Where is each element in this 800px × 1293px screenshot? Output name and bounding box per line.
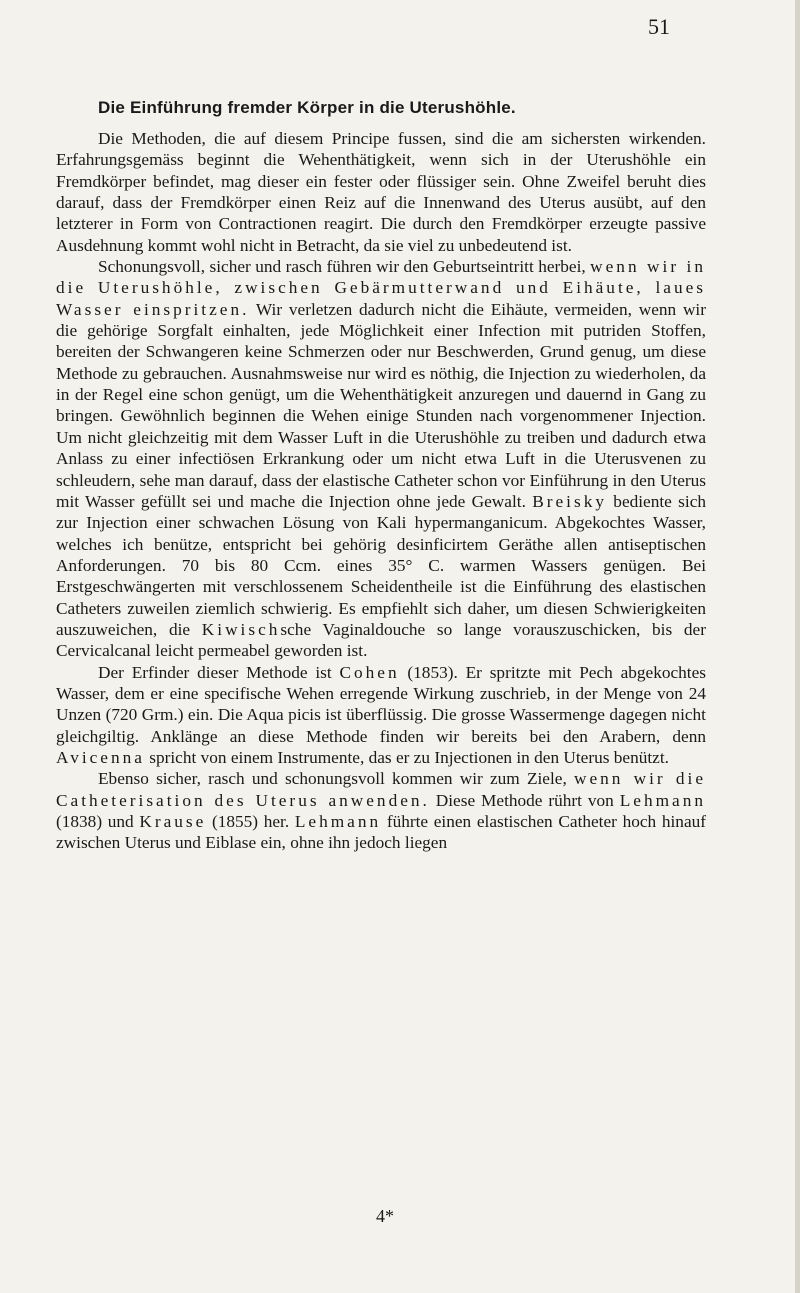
- author-name-avicenna: Avicenna: [56, 747, 145, 767]
- author-name-lehmann: Lehmann: [619, 790, 706, 810]
- paragraph-4-year-2: (1855) her.: [206, 812, 295, 831]
- paragraph-4-body: Diese Methode rührt von: [429, 790, 620, 810]
- paragraph-2-emphasis: wenn wir in die Uterushöhle, zwischen Gebärmutterwand und Eihäute, laues Wasser einspritzen.: [56, 257, 706, 319]
- section-heading: Die Einführung fremder Körper in die Uterushöhle.: [98, 98, 516, 117]
- page-number: 51: [648, 14, 670, 39]
- author-name-cohen: Cohen: [339, 662, 400, 682]
- paragraph-2: [56, 256, 706, 662]
- paragraph-3: [56, 662, 706, 769]
- paragraph-2-end: sche Vaginaldouche so lange vorauszuschicken, bis der Cervicalcanal leicht permeabel geworden ist.: [56, 619, 706, 661]
- paragraph-4-end: führte einen elastischen Catheter hoch hinauf zwischen Uterus und Eiblase ein, ohne ihn jedoch liegen: [56, 812, 707, 853]
- author-name-krause: Krause: [139, 812, 207, 831]
- paragraph-2-intro: Schonungsvoll, sicher und rasch führen wir den Geburtseintritt herbei,: [98, 257, 591, 277]
- signature-mark: 4*: [376, 1206, 394, 1226]
- author-name-breisky: Breisky: [532, 491, 607, 511]
- paragraph-3-end: spricht von einem Instrumente, das er zu Injectionen in den Uterus benützt.: [144, 747, 669, 767]
- paragraph-2-body: Wir verletzen dadurch nicht die Eihäute, vermeiden, wenn wir die gehörige Sorgfalt einhalten, jede Möglichkeit einer Infection mit putriden Stoffen, bereiten der Schwangeren keine Schmerzen oder nur Beschwerden, Grund genug, um diese Methode zu gebrauchen. Ausnahmsweise nur wird es nöthig, die Injection zu wiederholen, da in der Regel eine schon genügt, um die Wehenthätigkeit anzuregen und dauernd in Gang zu bringen. Gewöhnlich beginnen die Wehen einige Stunden nach vorgenommener Injection. Um nicht gleichzeitig mit dem Wasser Luft in die Uterushöhle zu treiben und dadurch etwa Anlass zu einer infectiösen Erkrankung oder um nicht etwa Luft in die Uterusvenen zu schleudern, sehe man darauf, dass der elastische Catheter schon vor Einführung in den Uterus mit Wasser gefüllt sei und mache die Injection ohne jede Gewalt.: [56, 299, 706, 511]
- paragraph-4-intro: Ebenso sicher, rasch und schonungsvoll kommen wir zum Ziele,: [98, 769, 574, 789]
- paragraph-3-body: (1853). Er spritzte mit Pech abgekochtes Wasser, dem er eine specifische Wehen erregende Wirkung zuschrieb, in der Menge von 24 Unzen (720 Grm.) ein. Die Aqua picis ist überflüssig. Die grosse Wassermenge dagegen nicht gleichgiltig. Anklänge an diese Methode finden wir bereits bei den Arabern, denn: [56, 662, 706, 746]
- paragraph-4: [56, 768, 706, 853]
- paragraph-3-intro: Der Erfinder dieser Methode ist: [98, 662, 340, 682]
- author-name-kiwisch: Kiwisch: [201, 619, 281, 639]
- paragraph-2-continued: bediente sich zur Injection einer schwachen Lösung von Kali hypermanganicum. Abgekochtes Wasser, welches ich benütze, entspricht bei gehörig desinficirtem Geräthe allen antiseptischen Anforderungen. 70 bis 80 Ccm. eines 35° C. warmen Wassers genügen. Bei Erstgeschwängerten mit verschlossenem Scheidentheile ist die Einführung des elastischen Catheters zuweilen ziemlich schwierig. Es empfiehlt sich daher, um diesen Schwierigkeiten auszuweichen, die: [56, 491, 707, 639]
- page-edge: [795, 0, 800, 1293]
- author-name-lehmann-2: Lehmann: [294, 812, 382, 831]
- paragraph-4-year-1: (1838) und: [56, 812, 140, 831]
- paragraph-4-emphasis: wenn wir die Catheterisation des Uterus anwenden.: [56, 769, 706, 810]
- paragraph-1: Die Methoden, die auf diesem Principe fussen, sind die am sichersten wirkenden. Erfahrungsgemäss beginnt die Wehenthätigkeit, wenn sich in der Uterushöhle ein Fremdkörper befindet, mag dieser ein fester oder flüssiger sein. Ohne Zweifel beruht dies darauf, dass der Fremdkörper einen Reiz auf die Innenwand des Uterus ausübt, auf den letzterer in Form von Contractionen reagirt. Die durch den Fremdkörper erzeugte passive Ausdehnung kommt wohl nicht in Betracht, da sie viel zu unbedeutend ist.: [56, 129, 706, 255]
- body-text: [56, 128, 706, 854]
